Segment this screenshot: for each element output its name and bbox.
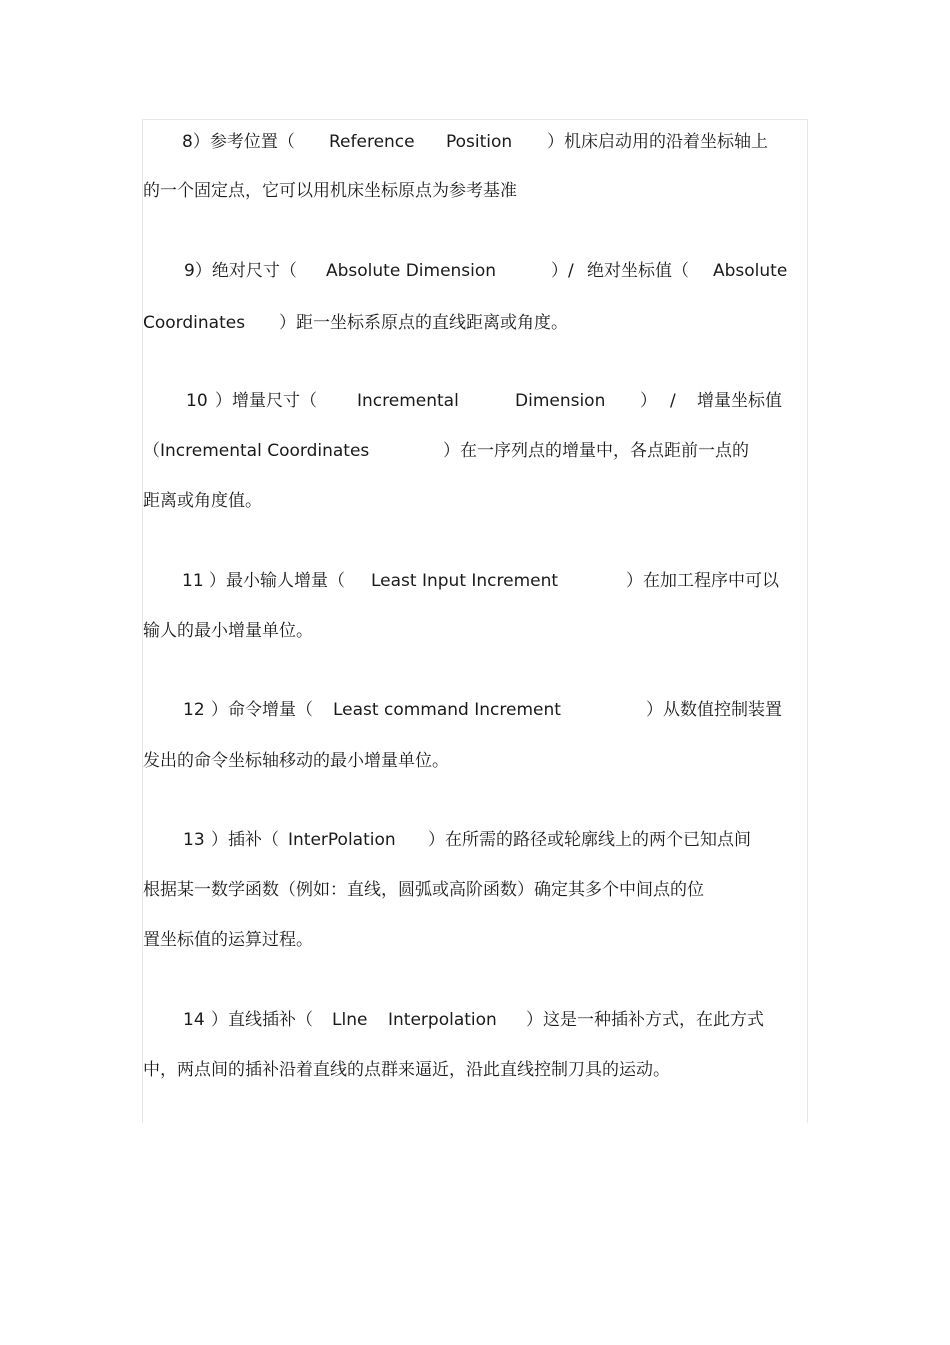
entry-9-separator: ）/ — [551, 261, 574, 281]
entry-14-text: ）这是一种插补方式，在此方式 — [526, 1010, 764, 1030]
entry-8-text: ）机床启动用的沿着坐标轴上 — [547, 132, 768, 152]
entry-8-title: 8）参考位置（ — [182, 132, 295, 152]
entry-13-line-3 — [0, 927, 313, 953]
entry-14-title: ）直线插补（ — [211, 1010, 313, 1030]
entry-9-line-2 — [0, 310, 568, 336]
entry-13-text: ）在所需的路径或轮廓线上的两个已知点间 — [428, 830, 751, 850]
entry-13-term: InterPolation — [288, 830, 396, 850]
entry-11-term: Least Input Increment — [371, 571, 559, 591]
entry-10-text: 距离或角度值。 — [143, 491, 262, 511]
entry-10-paren: ） — [640, 391, 657, 411]
entry-13-line-1 — [0, 827, 751, 853]
entry-11-number: 11 — [182, 571, 204, 591]
entry-9-title: 9）绝对尺寸（ — [184, 261, 297, 281]
entry-8-line-1 — [0, 129, 768, 155]
entry-8-term-word: Reference — [329, 132, 415, 152]
entry-12-text: ）从数值控制装置 — [646, 700, 782, 720]
entry-10-line-1 — [0, 388, 782, 414]
entry-10-subtitle: 增量坐标值 — [697, 391, 782, 411]
entry-11-text: 输人的最小增量单位。 — [143, 621, 313, 641]
entry-14-term-word: Interpolation — [388, 1010, 497, 1030]
entry-11-title: ）最小输人增量（ — [209, 571, 345, 591]
entry-13-title: ）插补（ — [211, 830, 279, 850]
entry-14-term-word: Llne — [332, 1010, 368, 1030]
entry-11-line-2 — [0, 618, 313, 644]
entry-9-text: ）距一坐标系原点的直线距离或角度。 — [279, 313, 568, 333]
entry-9-line-1 — [0, 258, 788, 284]
entry-10-line-3 — [0, 488, 262, 514]
entry-13-line-2 — [0, 877, 704, 903]
entry-13-text: 根据某一数学函数（例如：直线，圆弧或高阶函数）确定其多个中间点的位 — [143, 880, 704, 900]
entry-10-title: ）增量尺寸（ — [215, 391, 317, 411]
entry-10-text: ）在一序列点的增量中，各点距前一点的 — [443, 441, 749, 461]
entry-10-term: （Incremental Coordinates — [143, 441, 370, 461]
entry-12-number: 12 — [183, 700, 205, 720]
entry-8-text: 的一个固定点，它可以用机床坐标原点为参考基准 — [143, 181, 517, 201]
entry-12-line-1 — [0, 697, 782, 723]
entry-14-number: 14 — [183, 1010, 205, 1030]
entry-9-term: Coordinates — [143, 313, 246, 333]
entry-14-line-2 — [0, 1057, 670, 1083]
entry-12-title: ）命令增量（ — [211, 700, 313, 720]
entry-8-term-word: Position — [446, 132, 513, 152]
entry-12-line-2 — [0, 748, 449, 774]
entry-13-text: 置坐标值的运算过程。 — [143, 930, 313, 950]
entry-11-line-1 — [0, 568, 779, 594]
entry-10-number: 10 — [186, 391, 208, 411]
entry-14-text: 中，两点间的插补沿着直线的点群来逼近，沿此直线控制刀具的运动。 — [143, 1060, 670, 1080]
entry-10-term-word: Dimension — [515, 391, 606, 411]
entry-10-term-word: Incremental — [357, 391, 459, 411]
entry-11-text: ）在加工程序中可以 — [626, 571, 779, 591]
entry-10-separator: / — [670, 391, 676, 411]
entry-14-line-1 — [0, 1007, 764, 1033]
entry-9-term: Absolute Dimension — [326, 261, 497, 281]
entry-10-line-2 — [0, 438, 749, 464]
entry-9-subtitle: 绝对坐标值（ — [587, 261, 689, 281]
entry-12-term: Least command Increment — [333, 700, 561, 720]
entry-8-line-2 — [0, 178, 517, 204]
entry-12-text: 发出的命令坐标轴移动的最小增量单位。 — [143, 751, 449, 771]
entry-9-term: Absolute — [713, 261, 788, 281]
entry-13-number: 13 — [183, 830, 205, 850]
